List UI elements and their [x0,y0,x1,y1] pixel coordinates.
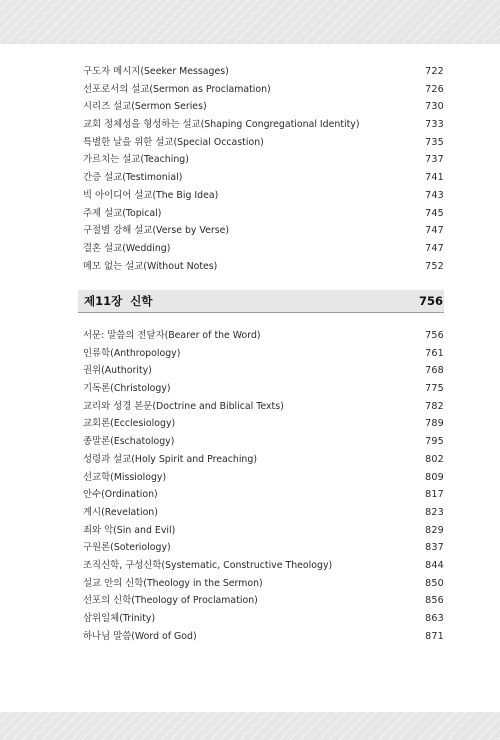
toc-item [83,451,444,469]
toc-item-page: 722 [425,66,444,77]
toc-item-page: 802 [425,453,444,465]
toc-item [83,205,444,223]
toc-item [83,134,444,152]
toc-item [83,345,444,363]
toc-item-page: 809 [425,471,444,483]
toc-item-title: 안수(Ordination) [83,489,158,501]
toc-item [83,362,444,380]
chapter-page: 756 [418,294,443,308]
toc-item-title: 서문: 말씀의 전달자(Bearer of the Word) [83,330,261,341]
toc-item [83,628,444,646]
toc-item-page: 733 [425,119,444,131]
toc-item-page: 747 [425,242,444,254]
toc-item-title: 인류학(Anthropology) [83,347,181,359]
toc-item-page: 730 [425,101,444,113]
toc-item-title: 설교 안의 신학(Theology in the Sermon) [83,577,263,589]
toc-item-title: 하나님 말씀(Word of God) [83,630,197,642]
chapter-heading [78,290,444,313]
toc-item-title: 시리즈 설교(Sermon Series) [83,101,207,113]
toc-item-title: 종말론(Eschatology) [83,436,175,448]
toc-item [83,575,444,593]
toc-item-title: 간증 설교(Testimonial) [83,172,183,184]
toc-item [83,433,444,451]
toc-list-theology [83,327,444,645]
footer-band [0,712,500,740]
toc-item-page: 789 [425,418,444,430]
toc-item-page: 844 [425,559,444,571]
toc-item-title: 선교학(Missiology) [83,471,167,483]
toc-item-title: 교회론(Ecclesiology) [83,418,176,430]
toc-item [83,504,444,522]
toc-item [83,98,444,116]
toc-item-title: 권위(Authority) [83,365,152,377]
toc-list-preaching-forms [83,63,444,275]
toc-item-title: 가르치는 설교(Teaching) [83,154,189,166]
toc-item-title: 죄와 악(Sin and Evil) [83,524,176,536]
toc-item [83,557,444,575]
header-band [0,0,500,44]
toc-item-title: 교리와 성경 본문(Doctrine and Biblical Texts) [83,400,284,412]
toc-item-page: 863 [425,613,444,624]
toc-item-title: 구절별 강해 설교(Verse by Verse) [83,225,230,237]
chapter-title: 제11장 신학 [84,294,153,308]
toc-item-page: 871 [425,630,444,642]
toc-item-page: 756 [425,330,444,341]
toc-item [83,610,444,628]
toc-item-title: 구도자 메시지(Seeker Messages) [83,66,229,77]
toc-item-page: 782 [425,400,444,412]
toc-item-title: 구원론(Soteriology) [83,542,171,554]
toc-item-title: 메모 없는 설교(Without Notes) [83,260,218,272]
toc-item [83,522,444,540]
toc-item [83,486,444,504]
toc-item-title: 삼위일체(Trinity) [83,613,156,624]
toc-item [83,258,444,276]
toc-item-page: 775 [425,383,444,395]
toc-item-title: 교회 정체성을 형성하는 설교(Shaping Congregational Identity) [83,119,360,131]
toc-item-page: 747 [425,225,444,237]
toc-item-title: 주제 설교(Topical) [83,207,162,219]
toc-item [83,327,444,345]
toc-item-title: 빅 아이디어 설교(The Big Idea) [83,189,219,201]
toc-item-page: 795 [425,436,444,448]
toc-item-page: 768 [425,365,444,377]
toc-item-page: 856 [425,595,444,607]
toc-item-page: 850 [425,577,444,589]
toc-item [83,151,444,169]
toc-item [83,116,444,134]
toc-item-page: 761 [425,347,444,359]
toc-item [83,469,444,487]
toc-item-page: 741 [425,172,444,184]
toc-item [83,169,444,187]
toc-item [83,63,444,81]
toc-item [83,539,444,557]
toc-item [83,415,444,433]
toc-item-title: 선포의 신학(Theology of Proclamation) [83,595,258,607]
toc-item-title: 선포로서의 설교(Sermon as Proclamation) [83,83,271,95]
toc-item-page: 737 [425,154,444,166]
toc-item-page: 817 [425,489,444,501]
toc-item-title: 계시(Revelation) [83,506,158,518]
toc-item [83,380,444,398]
toc-item [83,592,444,610]
toc-item-page: 726 [425,83,444,95]
toc-item-page: 745 [425,207,444,219]
toc-item-page: 743 [425,189,444,201]
toc-item [83,222,444,240]
toc-item-page: 823 [425,506,444,518]
toc-item-title: 특별한 날을 위한 설교(Special Occastion) [83,136,264,148]
toc-item-page: 735 [425,136,444,148]
toc-item-title: 조직신학, 구성신학(Systematic, Constructive Theology) [83,559,333,571]
toc-item [83,81,444,99]
toc-item [83,187,444,205]
toc-item [83,398,444,416]
toc-item-page: 829 [425,524,444,536]
toc-item-title: 결혼 설교(Wedding) [83,242,171,254]
toc-item-page: 752 [425,260,444,272]
toc-item [83,240,444,258]
toc-item-page: 837 [425,542,444,554]
toc-item-title: 기독론(Christology) [83,383,171,395]
toc-item-title: 성령과 설교(Holy Spirit and Preaching) [83,453,257,465]
